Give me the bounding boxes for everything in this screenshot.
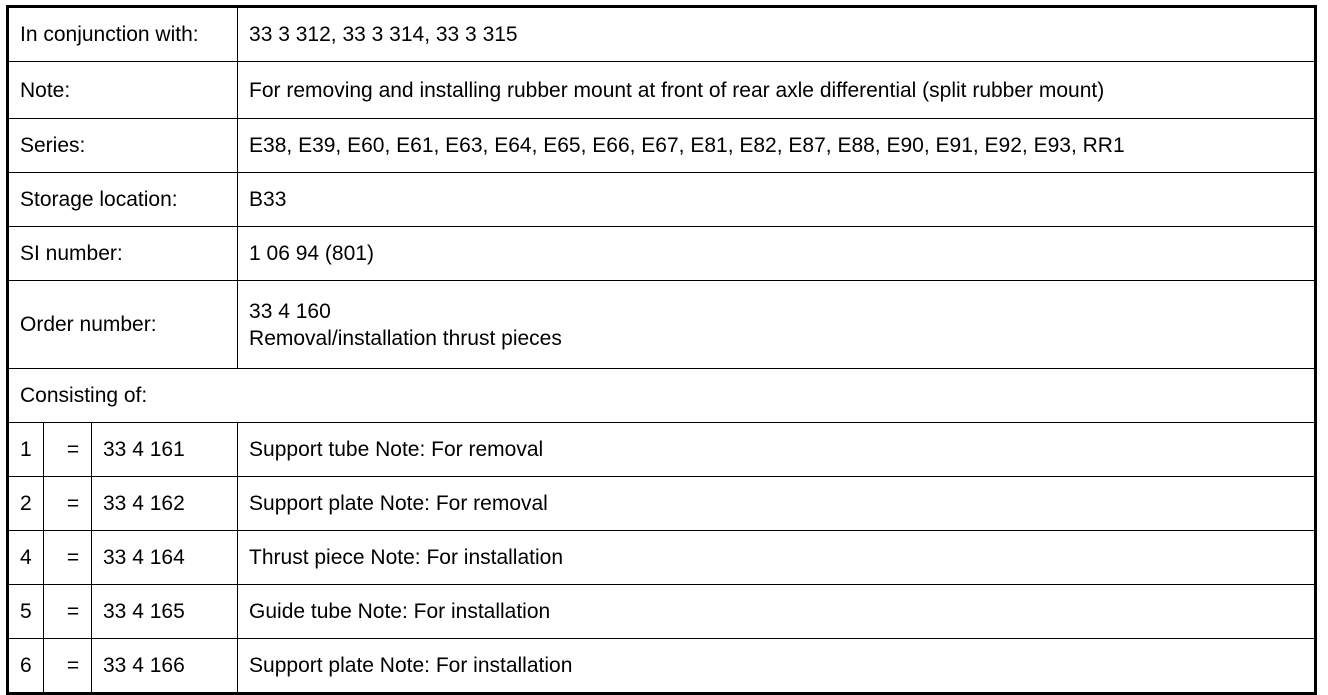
series-value: E38, E39, E60, E61, E63, E64, E65, E66, E67, E81, E82, E87, E88, E90, E91, E92, E93, RR1 (238, 119, 1316, 173)
si-number-label: SI number: (8, 227, 238, 281)
conjunction-label: In conjunction with: (8, 7, 238, 62)
part-number: 33 4 166 (92, 639, 238, 694)
part-row (8, 639, 1316, 694)
storage-row (8, 173, 1316, 227)
part-row (8, 585, 1316, 639)
part-row (8, 423, 1316, 477)
part-equals: = (44, 423, 92, 477)
conjunction-row (8, 7, 1316, 62)
part-index: 1 (8, 423, 44, 477)
note-label: Note: (8, 62, 238, 119)
part-index: 5 (8, 585, 44, 639)
storage-value: B33 (238, 173, 1316, 227)
order-number-row (8, 281, 1316, 369)
part-number: 33 4 162 (92, 477, 238, 531)
order-number-code: 33 4 160 (249, 299, 331, 323)
part-equals: = (44, 531, 92, 585)
order-number-label: Order number: (8, 281, 238, 369)
part-description: Guide tube Note: For installation (238, 585, 1316, 639)
part-number: 33 4 165 (92, 585, 238, 639)
consisting-row (8, 369, 1316, 423)
part-description: Support plate Note: For removal (238, 477, 1316, 531)
part-description: Thrust piece Note: For installation (238, 531, 1316, 585)
part-number: 33 4 164 (92, 531, 238, 585)
si-number-value: 1 06 94 (801) (238, 227, 1316, 281)
part-equals: = (44, 477, 92, 531)
note-value: For removing and installing rubber mount at front of rear axle differential (split rubber mount) (238, 62, 1316, 119)
note-row (8, 62, 1316, 119)
conjunction-value: 33 3 312, 33 3 314, 33 3 315 (238, 7, 1316, 62)
part-index: 2 (8, 477, 44, 531)
part-description: Support tube Note: For removal (238, 423, 1316, 477)
part-equals: = (44, 585, 92, 639)
special-tool-table (6, 5, 1317, 695)
order-number-description: Removal/installation thrust pieces (249, 326, 562, 350)
si-number-row (8, 227, 1316, 281)
series-label: Series: (8, 119, 238, 173)
order-number-value (238, 281, 1316, 369)
consisting-label: Consisting of: (8, 369, 1316, 423)
part-number: 33 4 161 (92, 423, 238, 477)
part-description: Support plate Note: For installation (238, 639, 1316, 694)
part-row (8, 531, 1316, 585)
part-row (8, 477, 1316, 531)
storage-label: Storage location: (8, 173, 238, 227)
series-row (8, 119, 1316, 173)
part-index: 4 (8, 531, 44, 585)
part-index: 6 (8, 639, 44, 694)
part-equals: = (44, 639, 92, 694)
